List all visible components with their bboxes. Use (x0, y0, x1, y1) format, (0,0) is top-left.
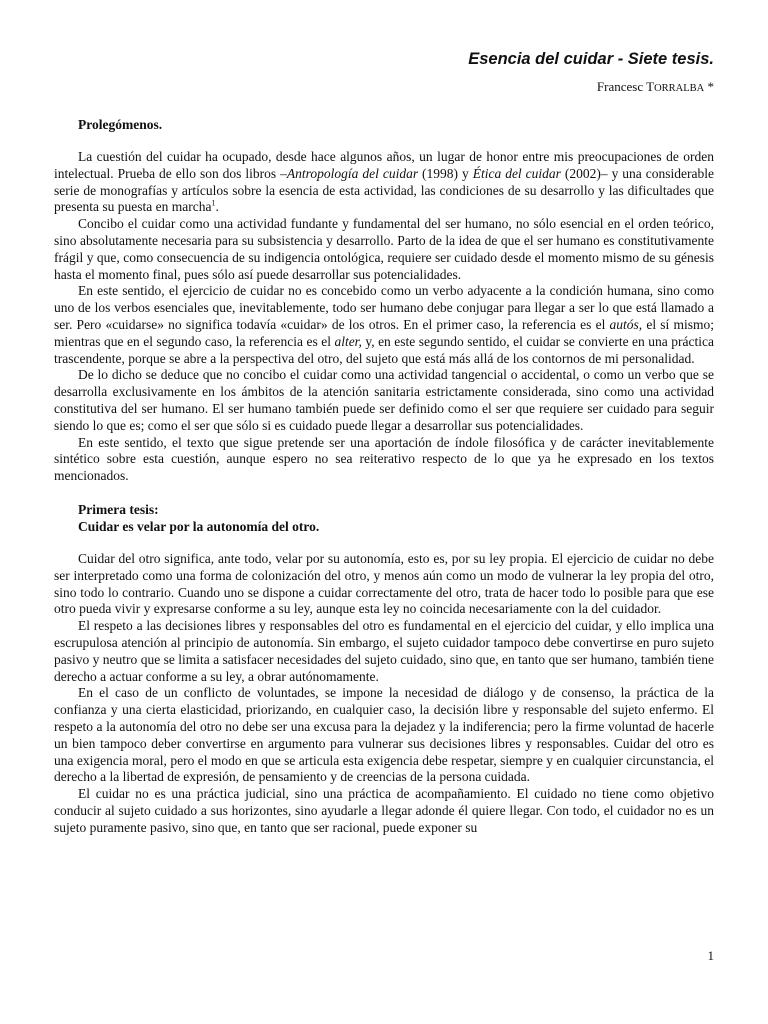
paragraph: El respeto a las decisiones libres y responsables del otro es fundamental en el ejercicio del cuidar, y ello implica una escrupulosa atención al principio de autonomía. Sin embargo, el sujeto cuidador tampoco debe convertirse en puro sujeto pasivo y neutro que se limita a satisfacer necesidades del sujeto cuidado, sino que, en tanto que ser humano, también tiene derecho a actuar conforme a su ley, a obrar autónomamente. (54, 618, 714, 684)
paragraph (54, 149, 714, 216)
text-run: La cuestión del cuidar ha ocupado, desde hace algunos años, un lugar de honor entre mis preocupaciones de orden intelectual. Prueba de ello son dos libros – (54, 149, 714, 181)
section-subheading-primera-tesis: Cuidar es velar por la autonomía del otro. (78, 518, 320, 534)
spacer (54, 485, 714, 501)
spacer (54, 535, 714, 551)
emphasis: alter, (334, 333, 362, 349)
text-run: . (215, 199, 219, 215)
text-run: y, en este segundo sentido, el cuidar se convierte en una práctica trascendente, porque se abre a la perspectiva del otro, del sujeto que está más allá de los contornos de mi personalidad. (54, 333, 714, 366)
text-run: (1998) y (418, 165, 473, 181)
text-run: En este sentido, el ejercicio de cuidar no es concebido como un verbo adyacente a la condición humana, sino como uno de los verbos esenciales que, inevitablemente, todo ser humano debe conjugar para llegar a ser lo que está llamado a ser. Pero «cuidarse» no significa todavía «cuidar» de los otros. En el primer caso, la referencia es el (54, 283, 714, 332)
paragraph: El cuidar no es una práctica judicial, sino una práctica de acompañamiento. El cuidado no tiene como objetivo conducir al sujeto cuidado a sus horizontes, sino ayudarle a llegar adonde él quiere llegar. Con todo, el cuidador no es un sujeto puramente pasivo, sino que, en tanto que ser racional, puede exponer su (54, 786, 714, 835)
spacer (54, 133, 714, 149)
paragraph: Concibo el cuidar como una actividad fundante y fundamental del ser humano, no sólo esencial en el orden teórico, sino absolutamente necesaria para su subsistencia y desarrollo. Parto de la idea de que el ser humano es constitutivamente frágil y que, como consecuencia de su indigencia ontológica, requiere ser cuidado desde el momento mismo de su génesis hasta el momento final, pues sólo así puede desarrollar sus potencialidades. (54, 216, 714, 282)
author-first-name: Francesc (596, 79, 647, 94)
document-title: Esencia del cuidar - Siete tesis. (468, 50, 714, 68)
book-title: Ética del cuidar (472, 165, 561, 181)
author-last-name: ORRALBA (654, 83, 705, 94)
section-heading-prolegomenos: Prolegómenos. (78, 117, 163, 132)
paragraph: En este sentido, el texto que sigue pretende ser una aportación de índole filosófica y de carácter inevitablemente sintético sobre esta cuestión, aunque espero no sea reiterativo respecto de lo que ya he expresado en los textos mencionados. (54, 434, 714, 484)
author-line (597, 79, 714, 95)
emphasis: autós, (609, 316, 643, 332)
paragraph: En el caso de un conflicto de voluntades, se impone la necesidad de diálogo y de consenso, la práctica de la confianza y una cierta elasticidad, priorizando, en cualquier caso, la decisión libre y responsable del sujeto enfermo. El respeto a la autonomía del otro no debe ser una excusa para la dejadez y la indiferencia; pero la firme voluntad de hacerle un bien tampoco deber convertirse en argumento para vulnerar sus decisiones libres y responsables. Cuidar del otro es una exigencia moral, pero el modo en que se articula esta exigencia debe respetar, siempre y en cualquier circunstancia, el derecho a la libertad de expresión, de pensamiento y de creencias de la persona cuidada. (54, 685, 714, 785)
paragraph: Cuidar del otro significa, ante todo, velar por su autonomía, esto es, por su ley propia. El ejercicio de cuidar no debe ser interpretado como una forma de colonización del otro, y menos aún como un modo de vulnerar la ley propia del otro, sino todo lo contrario. Cuando uno se dispone a cuidar correctamente del otro, trata de hacer todo lo posible para que ese otro pueda vivir y expresarse conforme a su ley, aunque esta ley no coincida necesariamente con la del cuidador. (54, 550, 714, 617)
author-footnote-mark: * (704, 79, 714, 94)
paragraph: De lo dicho se deduce que no concibo el cuidar como una actividad tangencial o accidental, o como un verbo que se desarrolla exclusivamente en los ámbitos de la atención sanitaria estrictamente considerada, sino como una actividad constitutiva del ser humano. El ser humano también puede ser definido como el ser que requiere ser cuidado para seguir siendo lo que es; como el ser que sólo si es cuidado puede llegar a desarrollar sus potencialidades. (54, 367, 714, 433)
page-number: 1 (707, 948, 714, 963)
paragraph (54, 283, 714, 367)
document-body (54, 116, 714, 836)
text-run: el sí mismo; mientras que en el segundo caso, la referencia es el (54, 316, 714, 349)
author-last-initial: T (646, 79, 655, 94)
text-run: (2002)– y una considerable serie de monografías y artículos sobre la esencia de esta actividad, las condiciones de su desarrollo y las dificultades que presenta su puesta en marcha (54, 165, 714, 215)
section-heading-primera-tesis: Primera tesis: (78, 501, 159, 517)
book-title: Antropología del cuidar (286, 165, 419, 181)
footnote-reference[interactable]: 1 (211, 198, 216, 208)
